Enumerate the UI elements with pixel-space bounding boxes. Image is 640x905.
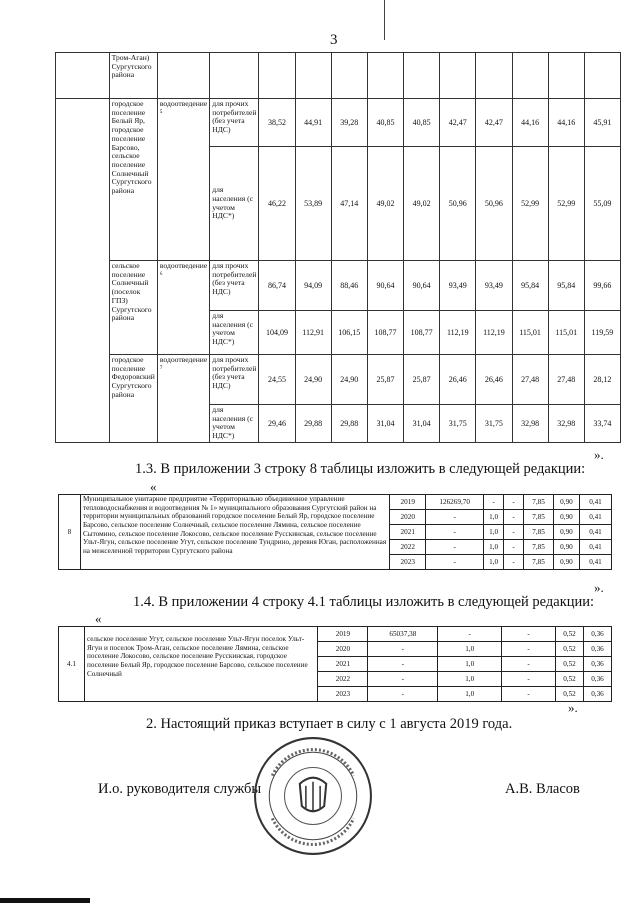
tariff-value: 42,47 bbox=[476, 99, 512, 147]
value-cell: 0,36 bbox=[583, 627, 611, 642]
value-cell: - bbox=[438, 627, 502, 642]
tariff-value: 49,02 bbox=[367, 147, 403, 261]
area-cell: городское поселение Белый Яр, городское поселение Барсово, сельское поселение Солнечный Сургутского района bbox=[109, 99, 157, 261]
tariff-value: 112,19 bbox=[440, 311, 476, 355]
value-cell: 1,0 bbox=[438, 687, 502, 702]
tariff-value: 44,91 bbox=[295, 99, 331, 147]
appendix-3-row-8-table bbox=[58, 494, 612, 570]
tariff-value: 50,96 bbox=[440, 147, 476, 261]
tariff-value: 29,46 bbox=[259, 405, 295, 443]
value-cell: 0,90 bbox=[553, 555, 579, 570]
value-cell: 0,41 bbox=[579, 555, 611, 570]
value-cell: 1,0 bbox=[484, 540, 504, 555]
year-cell: 2022 bbox=[318, 672, 368, 687]
closing-quote: ». bbox=[594, 580, 604, 595]
tariff-value: 32,98 bbox=[512, 405, 548, 443]
value-cell: - bbox=[502, 672, 556, 687]
tariff-value: 33,74 bbox=[584, 405, 620, 443]
tariff-value: 32,98 bbox=[548, 405, 584, 443]
tariff-value: 29,88 bbox=[331, 405, 367, 443]
tariff-value: 86,74 bbox=[259, 261, 295, 311]
table-row bbox=[56, 99, 621, 147]
scan-edge-mark bbox=[0, 898, 90, 903]
tariff-value: 52,99 bbox=[548, 147, 584, 261]
value-cell: 0,36 bbox=[583, 687, 611, 702]
tariff-value: 24,55 bbox=[259, 355, 295, 405]
value-cell: 0,36 bbox=[583, 642, 611, 657]
tariff-value: 50,96 bbox=[476, 147, 512, 261]
tariff-value: 45,91 bbox=[584, 99, 620, 147]
consumer-cell: для населения (с учетом НДС*) bbox=[210, 405, 259, 443]
tariff-value: 40,85 bbox=[367, 99, 403, 147]
tariff-value: 44,16 bbox=[512, 99, 548, 147]
tariff-value: 29,88 bbox=[295, 405, 331, 443]
tariff-value: 42,47 bbox=[440, 99, 476, 147]
closing-quote: ». bbox=[568, 700, 578, 715]
table-row bbox=[56, 355, 621, 405]
value-cell: - bbox=[502, 657, 556, 672]
row-number: 4.1 bbox=[59, 627, 85, 702]
value-cell: - bbox=[368, 672, 438, 687]
area-cell: Тром-Аган) Сургутского района bbox=[109, 53, 157, 99]
tariff-value: 108,77 bbox=[367, 311, 403, 355]
tariff-table-continued bbox=[55, 52, 621, 443]
section-1-4-heading: 1.4. В приложении 4 строку 4.1 таблицы изложить в следующей редакции: bbox=[133, 594, 595, 610]
tariff-value: 40,85 bbox=[404, 99, 440, 147]
signer-name: А.В. Власов bbox=[505, 781, 580, 797]
tariff-value: 25,87 bbox=[367, 355, 403, 405]
year-cell: 2020 bbox=[390, 510, 426, 525]
value-cell: 0,90 bbox=[553, 540, 579, 555]
service-cell: водоотведение ⁷ bbox=[157, 355, 209, 443]
tariff-value: 38,52 bbox=[259, 99, 295, 147]
tariff-value: 47,14 bbox=[331, 147, 367, 261]
table-row bbox=[59, 495, 612, 510]
value-cell: 1,0 bbox=[438, 657, 502, 672]
tariff-value: 53,89 bbox=[295, 147, 331, 261]
value-cell: - bbox=[504, 555, 524, 570]
value-cell: - bbox=[502, 627, 556, 642]
value-cell: - bbox=[426, 525, 484, 540]
tariff-value: 31,75 bbox=[440, 405, 476, 443]
value-cell: - bbox=[426, 510, 484, 525]
tariff-value: 55,09 bbox=[584, 147, 620, 261]
tariff-value: 112,91 bbox=[295, 311, 331, 355]
tariff-value: 115,01 bbox=[512, 311, 548, 355]
tariff-value: 44,16 bbox=[548, 99, 584, 147]
tariff-value: 31,04 bbox=[367, 405, 403, 443]
value-cell: 0,52 bbox=[556, 687, 584, 702]
value-cell: - bbox=[504, 510, 524, 525]
value-cell: 0,41 bbox=[579, 525, 611, 540]
value-cell: 7,85 bbox=[524, 555, 554, 570]
page-number: 3 bbox=[330, 32, 338, 48]
value-cell: 1,0 bbox=[484, 525, 504, 540]
value-cell: 0,52 bbox=[556, 642, 584, 657]
value-cell: - bbox=[484, 495, 504, 510]
section-1-3-heading: 1.3. В приложении 3 строку 8 таблицы изложить в следующей редакции: bbox=[135, 461, 586, 477]
tariff-value: 49,02 bbox=[404, 147, 440, 261]
service-cell: водоотведение ⁶ bbox=[157, 261, 209, 355]
value-cell: 1,0 bbox=[438, 672, 502, 687]
tariff-value: 31,04 bbox=[404, 405, 440, 443]
value-cell: - bbox=[426, 555, 484, 570]
value-cell: - bbox=[502, 687, 556, 702]
tariff-value: 25,87 bbox=[404, 355, 440, 405]
consumer-cell: для прочих потребителей (без учета НДС) bbox=[210, 99, 259, 147]
value-cell: - bbox=[504, 525, 524, 540]
row-number: 8 bbox=[59, 495, 81, 570]
tariff-value: 90,64 bbox=[367, 261, 403, 311]
closing-quote: ». bbox=[594, 447, 604, 462]
consumer-cell: для населения (с учетом НДС*) bbox=[210, 147, 259, 261]
value-cell: 0,52 bbox=[556, 672, 584, 687]
value-cell: - bbox=[368, 657, 438, 672]
year-cell: 2023 bbox=[390, 555, 426, 570]
tariff-value: 24,90 bbox=[331, 355, 367, 405]
value-cell: 7,85 bbox=[524, 510, 554, 525]
value-cell: 7,85 bbox=[524, 540, 554, 555]
organization-description: Муниципальное унитарное предприятие «Территориально объединенное управление тепловодоснабжения и водоотведения № 1» муниципального образования Сургутский район на территории муниципальных образований городское поселение Белый Яр, городское поселение Барсово, сельское поселение Солнечный, сельское поселение Лямина, сельское поселение Сытомино, сельское поселение Локосово, сельское поселение Русскинская, сельское поселение Ульт-Ягун, сельское поселение Угут, сельское поселение Тундрино, деревня Юган, расположенная на межселенной территории Сургутского района bbox=[80, 495, 389, 570]
tariff-value: 90,64 bbox=[404, 261, 440, 311]
table-row bbox=[59, 627, 612, 642]
tariff-value: 26,46 bbox=[440, 355, 476, 405]
year-cell: 2019 bbox=[390, 495, 426, 510]
tariff-value: 104,09 bbox=[259, 311, 295, 355]
tariff-value: 46,22 bbox=[259, 147, 295, 261]
value-cell: 0,41 bbox=[579, 495, 611, 510]
value-cell: 126269,70 bbox=[426, 495, 484, 510]
opening-quote: « bbox=[95, 611, 102, 626]
tariff-value: 39,28 bbox=[331, 99, 367, 147]
year-cell: 2022 bbox=[390, 540, 426, 555]
tariff-value: 95,84 bbox=[512, 261, 548, 311]
value-cell: - bbox=[502, 642, 556, 657]
tariff-value: 88,46 bbox=[331, 261, 367, 311]
table-row bbox=[56, 53, 621, 99]
area-cell: городское поселение Федоровский Сургутского района bbox=[109, 355, 157, 443]
scan-mark bbox=[384, 0, 385, 40]
value-cell: 0,41 bbox=[579, 510, 611, 525]
year-cell: 2021 bbox=[390, 525, 426, 540]
year-cell: 2020 bbox=[318, 642, 368, 657]
tariff-value: 93,49 bbox=[440, 261, 476, 311]
tariff-value: 28,12 bbox=[584, 355, 620, 405]
value-cell: 7,85 bbox=[524, 495, 554, 510]
tariff-value: 95,84 bbox=[548, 261, 584, 311]
consumer-cell: для населения (с учетом НДС*) bbox=[210, 311, 259, 355]
value-cell: 1,0 bbox=[484, 510, 504, 525]
area-description: сельское поселение Угут, сельское поселение Ульт-Ягун поселок Ульт-Ягун и поселок Тром-Аган, сельское поселение Лямина, сельское поселение Локосово, сельское поселение Русскинская, городское поселение Белый Яр, городское поселение Барсово, сельское поселение Солнечный bbox=[84, 627, 318, 702]
service-cell: водоотведение ⁵ bbox=[157, 99, 209, 261]
year-cell: 2023 bbox=[318, 687, 368, 702]
tariff-value: 24,90 bbox=[295, 355, 331, 405]
value-cell: 0,90 bbox=[553, 525, 579, 540]
consumer-cell: для прочих потребителей (без учета НДС) bbox=[210, 355, 259, 405]
table-row bbox=[56, 261, 621, 311]
opening-quote: « bbox=[150, 479, 157, 494]
tariff-value: 27,48 bbox=[548, 355, 584, 405]
point-2-text: 2. Настоящий приказ вступает в силу с 1 августа 2019 года. bbox=[146, 716, 513, 732]
appendix-4-row-4-1-table bbox=[58, 626, 612, 702]
tariff-value: 26,46 bbox=[476, 355, 512, 405]
value-cell: 1,0 bbox=[484, 555, 504, 570]
value-cell: - bbox=[368, 687, 438, 702]
value-cell: 0,52 bbox=[556, 627, 584, 642]
value-cell: - bbox=[504, 540, 524, 555]
value-cell: - bbox=[368, 642, 438, 657]
value-cell: 65037,38 bbox=[368, 627, 438, 642]
tariff-value: 93,49 bbox=[476, 261, 512, 311]
tariff-value: 106,15 bbox=[331, 311, 367, 355]
value-cell: 1,0 bbox=[438, 642, 502, 657]
value-cell: 0,36 bbox=[583, 657, 611, 672]
tariff-value: 99,66 bbox=[584, 261, 620, 311]
tariff-value: 31,75 bbox=[476, 405, 512, 443]
value-cell: 0,90 bbox=[553, 510, 579, 525]
tariff-value: 115,01 bbox=[548, 311, 584, 355]
tariff-value: 119,59 bbox=[584, 311, 620, 355]
value-cell: - bbox=[426, 540, 484, 555]
value-cell: 0,52 bbox=[556, 657, 584, 672]
tariff-value: 27,48 bbox=[512, 355, 548, 405]
value-cell: 0,90 bbox=[553, 495, 579, 510]
tariff-value: 94,09 bbox=[295, 261, 331, 311]
year-cell: 2021 bbox=[318, 657, 368, 672]
tariff-value: 112,19 bbox=[476, 311, 512, 355]
value-cell: 0,36 bbox=[583, 672, 611, 687]
consumer-cell: для прочих потребителей (без учета НДС) bbox=[210, 261, 259, 311]
value-cell: - bbox=[504, 495, 524, 510]
year-cell: 2019 bbox=[318, 627, 368, 642]
official-seal-icon bbox=[252, 735, 374, 857]
signer-title: И.о. руководителя службы bbox=[98, 781, 262, 797]
tariff-value: 52,99 bbox=[512, 147, 548, 261]
value-cell: 7,85 bbox=[524, 525, 554, 540]
value-cell: 0,41 bbox=[579, 540, 611, 555]
area-cell: сельское поселение Солнечный (поселок ГПЗ) Сургутского района bbox=[109, 261, 157, 355]
tariff-value: 108,77 bbox=[404, 311, 440, 355]
